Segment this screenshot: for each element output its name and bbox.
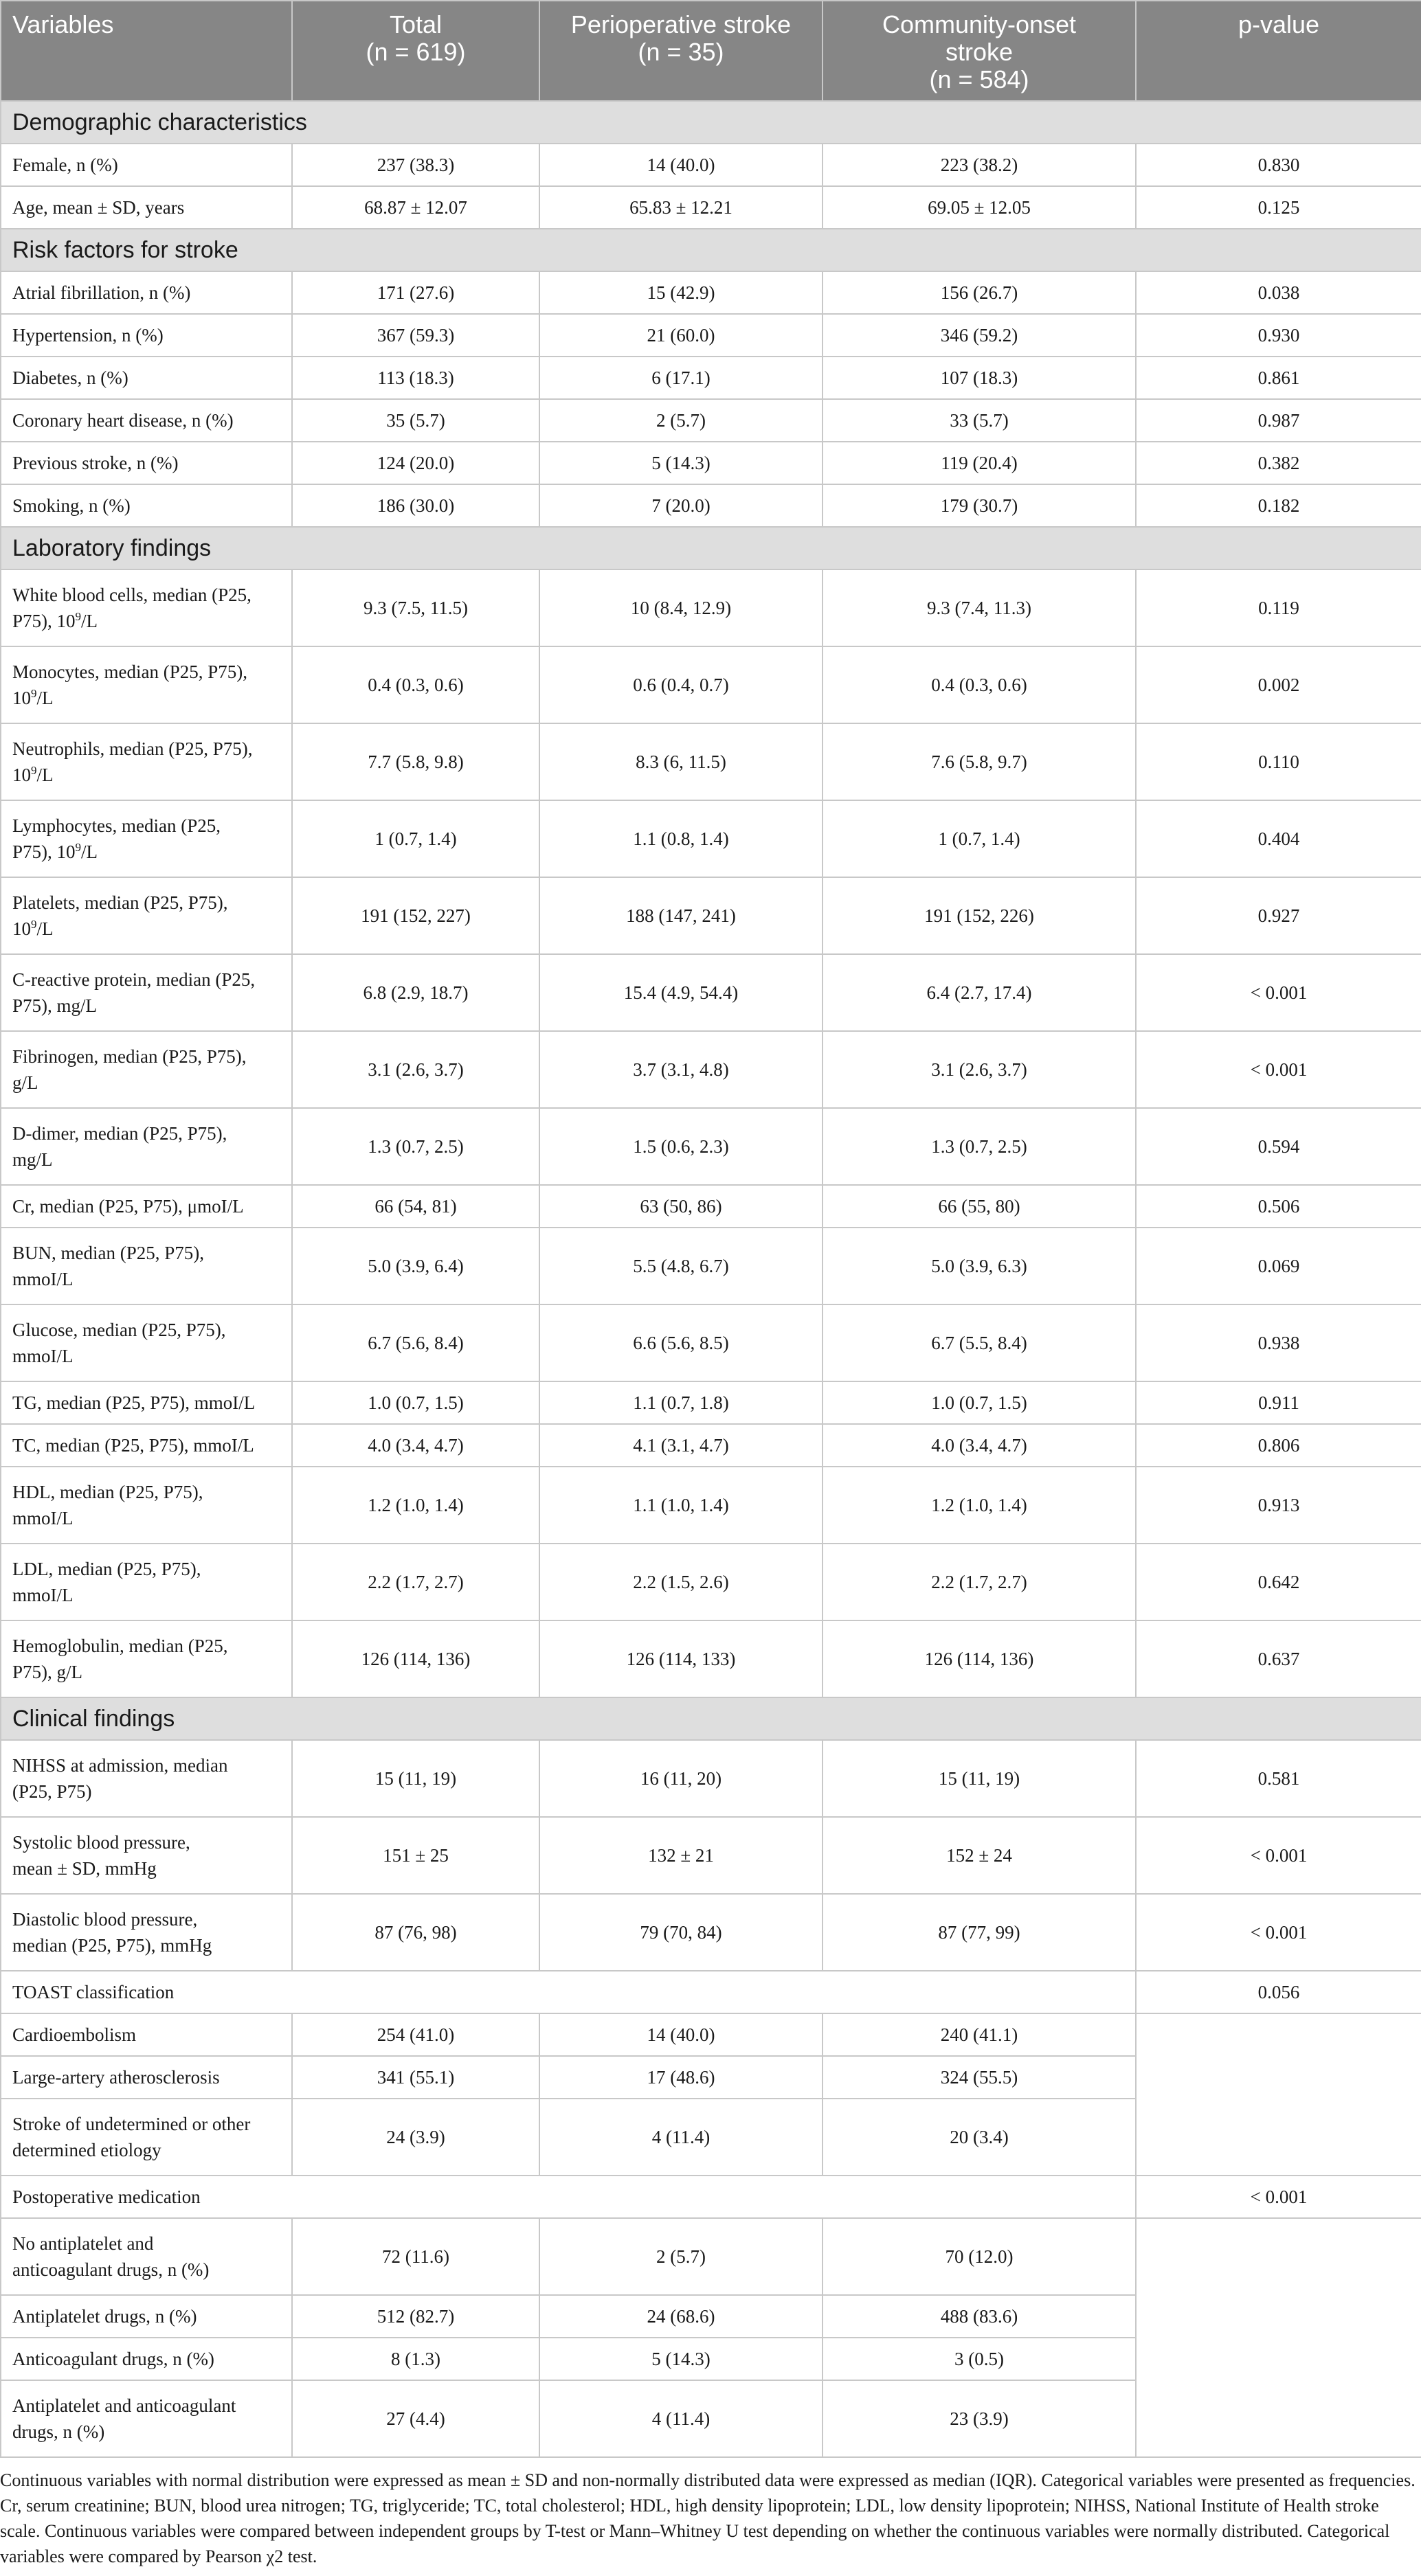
row-label: TOAST classification bbox=[1, 1971, 1136, 2013]
pvalue-cell: < 0.001 bbox=[1136, 1817, 1421, 1894]
total-cell: 7.7 (5.8, 9.8) bbox=[292, 723, 539, 800]
periop-cell: 15 (42.9) bbox=[539, 271, 823, 314]
total-cell: 126 (114, 136) bbox=[292, 1620, 539, 1697]
periop-cell: 2.2 (1.5, 2.6) bbox=[539, 1544, 823, 1620]
pvalue-cell: 0.581 bbox=[1136, 1740, 1421, 1817]
section-row bbox=[1, 229, 1421, 271]
periop-cell: 65.83 ± 12.21 bbox=[539, 186, 823, 229]
periop-cell: 5 (14.3) bbox=[539, 2338, 823, 2380]
total-cell: 27 (4.4) bbox=[292, 2380, 539, 2457]
community-cell: 87 (77, 99) bbox=[823, 1894, 1136, 1971]
total-cell: 8 (1.3) bbox=[292, 2338, 539, 2380]
community-cell: 15 (11, 19) bbox=[823, 1740, 1136, 1817]
community-cell: 191 (152, 226) bbox=[823, 877, 1136, 954]
table-row bbox=[1, 271, 1421, 314]
community-cell: 1.0 (0.7, 1.5) bbox=[823, 1381, 1136, 1424]
community-cell: 346 (59.2) bbox=[823, 314, 1136, 357]
community-cell: 1.2 (1.0, 1.4) bbox=[823, 1467, 1136, 1544]
periop-cell: 0.6 (0.4, 0.7) bbox=[539, 646, 823, 723]
table-row bbox=[1, 2013, 1421, 2056]
periop-cell: 3.7 (3.1, 4.8) bbox=[539, 1031, 823, 1108]
pvalue-cell-empty bbox=[1136, 2013, 1421, 2176]
periop-cell: 6.6 (5.6, 8.5) bbox=[539, 1304, 823, 1381]
header-community-onset: Community-onset stroke (n = 584) bbox=[823, 1, 1136, 101]
total-cell: 6.8 (2.9, 18.7) bbox=[292, 954, 539, 1031]
row-label: Antiplatelet and anticoagulant drugs, n (%) bbox=[1, 2380, 292, 2457]
table-footnote: Continuous variables with normal distribution were expressed as mean ± SD and non-normally distributed data were expressed as median (IQR). Categorical variables were presented as frequencies. Cr, serum creatinine; BUN, blood urea nitrogen; TG, triglyceride; TC, total cholesterol; HDL, high density lipoprotein; LDL, low density lipoprotein; NIHSS, National Institute of Health stroke scale. Continuous variables were compared between independent groups by T-test or Mann–Whitney U test depending on whether the continuous variables were normally distributed. Categorical variables were compared by Pearson χ2 test. bbox=[0, 2470, 1416, 2566]
total-cell: 113 (18.3) bbox=[292, 357, 539, 399]
total-cell: 237 (38.3) bbox=[292, 144, 539, 186]
table-row bbox=[1, 646, 1421, 723]
header-pvalue: p-value bbox=[1136, 1, 1421, 101]
periop-cell: 2 (5.7) bbox=[539, 399, 823, 442]
pvalue-cell: 0.806 bbox=[1136, 1424, 1421, 1467]
pvalue-cell: 0.182 bbox=[1136, 484, 1421, 527]
row-label: Atrial fibrillation, n (%) bbox=[1, 271, 292, 314]
total-cell: 151 ± 25 bbox=[292, 1817, 539, 1894]
row-label: Anticoagulant drugs, n (%) bbox=[1, 2338, 292, 2380]
total-cell: 191 (152, 227) bbox=[292, 877, 539, 954]
table-row bbox=[1, 2218, 1421, 2295]
row-label: Previous stroke, n (%) bbox=[1, 442, 292, 484]
periop-cell: 126 (114, 133) bbox=[539, 1620, 823, 1697]
table-row bbox=[1, 1817, 1421, 1894]
table-row bbox=[1, 1108, 1421, 1185]
table-row bbox=[1, 484, 1421, 527]
section-row bbox=[1, 527, 1421, 569]
header-perioperative: Perioperative stroke (n = 35) bbox=[539, 1, 823, 101]
row-label: Large-artery atherosclerosis bbox=[1, 2056, 292, 2099]
community-cell: 126 (114, 136) bbox=[823, 1620, 1136, 1697]
header-total: Total (n = 619) bbox=[292, 1, 539, 101]
total-cell: 186 (30.0) bbox=[292, 484, 539, 527]
community-cell: 66 (55, 80) bbox=[823, 1185, 1136, 1228]
community-cell: 33 (5.7) bbox=[823, 399, 1136, 442]
periop-cell: 2 (5.7) bbox=[539, 2218, 823, 2295]
community-cell: 6.4 (2.7, 17.4) bbox=[823, 954, 1136, 1031]
pvalue-cell: 0.594 bbox=[1136, 1108, 1421, 1185]
periop-cell: 21 (60.0) bbox=[539, 314, 823, 357]
table-row bbox=[1, 1304, 1421, 1381]
total-cell: 72 (11.6) bbox=[292, 2218, 539, 2295]
row-label: Coronary heart disease, n (%) bbox=[1, 399, 292, 442]
row-label: Diabetes, n (%) bbox=[1, 357, 292, 399]
periop-cell: 8.3 (6, 11.5) bbox=[539, 723, 823, 800]
table-row bbox=[1, 569, 1421, 646]
pvalue-cell: 0.637 bbox=[1136, 1620, 1421, 1697]
pvalue-cell: 0.056 bbox=[1136, 1971, 1421, 2013]
row-label: Neutrophils, median (P25, P75), $10^9/L$ bbox=[1, 723, 292, 800]
periop-cell: 5 (14.3) bbox=[539, 442, 823, 484]
total-cell: 6.7 (5.6, 8.4) bbox=[292, 1304, 539, 1381]
pvalue-cell: 0.861 bbox=[1136, 357, 1421, 399]
row-label: Postoperative medication bbox=[1, 2176, 1136, 2218]
pvalue-cell: 0.404 bbox=[1136, 800, 1421, 877]
periop-cell: 14 (40.0) bbox=[539, 2013, 823, 2056]
table-row bbox=[1, 723, 1421, 800]
section-row bbox=[1, 1697, 1421, 1740]
community-cell: 70 (12.0) bbox=[823, 2218, 1136, 2295]
pvalue-cell: 0.938 bbox=[1136, 1304, 1421, 1381]
pvalue-cell: 0.987 bbox=[1136, 399, 1421, 442]
periop-cell: 7 (20.0) bbox=[539, 484, 823, 527]
total-cell: 9.3 (7.5, 11.5) bbox=[292, 569, 539, 646]
row-label: Glucose, median (P25, P75), mmoI/L bbox=[1, 1304, 292, 1381]
periop-cell: 63 (50, 86) bbox=[539, 1185, 823, 1228]
community-cell: 9.3 (7.4, 11.3) bbox=[823, 569, 1136, 646]
row-label: No antiplatelet and anticoagulant drugs, n (%) bbox=[1, 2218, 292, 2295]
row-label: Monocytes, median (P25, P75), $10^9/L$ bbox=[1, 646, 292, 723]
pvalue-cell: < 0.001 bbox=[1136, 954, 1421, 1031]
community-cell: 223 (38.2) bbox=[823, 144, 1136, 186]
community-cell: 1.3 (0.7, 2.5) bbox=[823, 1108, 1136, 1185]
row-label: Systolic blood pressure, mean ± SD, mmHg bbox=[1, 1817, 292, 1894]
pvalue-cell: 0.069 bbox=[1136, 1228, 1421, 1304]
table-row bbox=[1, 399, 1421, 442]
pvalue-cell: 0.038 bbox=[1136, 271, 1421, 314]
row-label: Female, n (%) bbox=[1, 144, 292, 186]
community-cell: 6.7 (5.5, 8.4) bbox=[823, 1304, 1136, 1381]
community-cell: 156 (26.7) bbox=[823, 271, 1136, 314]
total-cell: 2.2 (1.7, 2.7) bbox=[292, 1544, 539, 1620]
row-label: Hemoglobulin, median (P25, P75), g/L bbox=[1, 1620, 292, 1697]
periop-cell: 1.1 (0.7, 1.8) bbox=[539, 1381, 823, 1424]
table-row bbox=[1, 314, 1421, 357]
periop-cell: 10 (8.4, 12.9) bbox=[539, 569, 823, 646]
periop-cell: 1.1 (1.0, 1.4) bbox=[539, 1467, 823, 1544]
section-laboratory: Laboratory findings bbox=[1, 527, 1421, 569]
pvalue-cell: 0.930 bbox=[1136, 314, 1421, 357]
periop-cell: 4 (11.4) bbox=[539, 2099, 823, 2176]
total-cell: 3.1 (2.6, 3.7) bbox=[292, 1031, 539, 1108]
table-row bbox=[1, 1544, 1421, 1620]
row-label: Stroke of undetermined or other determined etiology bbox=[1, 2099, 292, 2176]
row-label: D-dimer, median (P25, P75), mg/L bbox=[1, 1108, 292, 1185]
pvalue-cell: 0.125 bbox=[1136, 186, 1421, 229]
total-cell: 15 (11, 19) bbox=[292, 1740, 539, 1817]
total-cell: 35 (5.7) bbox=[292, 399, 539, 442]
row-label: Cr, median (P25, P75), μmoI/L bbox=[1, 1185, 292, 1228]
community-cell: 23 (3.9) bbox=[823, 2380, 1136, 2457]
table-row bbox=[1, 1031, 1421, 1108]
pvalue-cell: 0.002 bbox=[1136, 646, 1421, 723]
header-variables: Variables bbox=[1, 1, 292, 101]
total-cell: 1.3 (0.7, 2.5) bbox=[292, 1108, 539, 1185]
table-row bbox=[1, 442, 1421, 484]
row-label: TG, median (P25, P75), mmoI/L bbox=[1, 1381, 292, 1424]
total-cell: 171 (27.6) bbox=[292, 271, 539, 314]
row-label: BUN, median (P25, P75), mmoI/L bbox=[1, 1228, 292, 1304]
row-label: Hypertension, n (%) bbox=[1, 314, 292, 357]
table-row bbox=[1, 1620, 1421, 1697]
row-label: Lymphocytes, median (P25, P75), $10^9/L$ bbox=[1, 800, 292, 877]
total-cell: 1.2 (1.0, 1.4) bbox=[292, 1467, 539, 1544]
total-cell: 254 (41.0) bbox=[292, 2013, 539, 2056]
community-cell: 240 (41.1) bbox=[823, 2013, 1136, 2056]
periop-cell: 16 (11, 20) bbox=[539, 1740, 823, 1817]
table-row bbox=[1, 1185, 1421, 1228]
table-row bbox=[1, 186, 1421, 229]
pvalue-cell: 0.913 bbox=[1136, 1467, 1421, 1544]
periop-cell: 14 (40.0) bbox=[539, 144, 823, 186]
community-cell: 7.6 (5.8, 9.7) bbox=[823, 723, 1136, 800]
community-cell: 1 (0.7, 1.4) bbox=[823, 800, 1136, 877]
table-row bbox=[1, 1894, 1421, 1971]
pvalue-cell-empty bbox=[1136, 2218, 1421, 2457]
pvalue-cell: 0.830 bbox=[1136, 144, 1421, 186]
table-row bbox=[1, 1381, 1421, 1424]
community-cell: 119 (20.4) bbox=[823, 442, 1136, 484]
community-cell: 3.1 (2.6, 3.7) bbox=[823, 1031, 1136, 1108]
total-cell: 124 (20.0) bbox=[292, 442, 539, 484]
total-cell: 66 (54, 81) bbox=[292, 1185, 539, 1228]
periop-cell: 188 (147, 241) bbox=[539, 877, 823, 954]
total-cell: 1 (0.7, 1.4) bbox=[292, 800, 539, 877]
pvalue-cell: 0.642 bbox=[1136, 1544, 1421, 1620]
community-cell: 20 (3.4) bbox=[823, 2099, 1136, 2176]
section-demographic: Demographic characteristics bbox=[1, 101, 1421, 144]
periop-cell: 6 (17.1) bbox=[539, 357, 823, 399]
pvalue-cell: < 0.001 bbox=[1136, 1031, 1421, 1108]
community-cell: 5.0 (3.9, 6.3) bbox=[823, 1228, 1136, 1304]
row-label: Smoking, n (%) bbox=[1, 484, 292, 527]
total-cell: 87 (76, 98) bbox=[292, 1894, 539, 1971]
pvalue-cell: 0.927 bbox=[1136, 877, 1421, 954]
community-cell: 324 (55.5) bbox=[823, 2056, 1136, 2099]
section-clinical: Clinical findings bbox=[1, 1697, 1421, 1740]
pvalue-cell: 0.119 bbox=[1136, 569, 1421, 646]
periop-cell: 17 (48.6) bbox=[539, 2056, 823, 2099]
row-label: Diastolic blood pressure, median (P25, P75), mmHg bbox=[1, 1894, 292, 1971]
table-row bbox=[1, 1228, 1421, 1304]
row-label: White blood cells, median (P25, P75), $10^9/L$ bbox=[1, 569, 292, 646]
table-row bbox=[1, 877, 1421, 954]
table-row bbox=[1, 1971, 1421, 2013]
row-label: HDL, median (P25, P75), mmoI/L bbox=[1, 1467, 292, 1544]
community-cell: 69.05 ± 12.05 bbox=[823, 186, 1136, 229]
periop-cell: 4.1 (3.1, 4.7) bbox=[539, 1424, 823, 1467]
section-row bbox=[1, 101, 1421, 144]
pvalue-cell: < 0.001 bbox=[1136, 1894, 1421, 1971]
section-risk-factors: Risk factors for stroke bbox=[1, 229, 1421, 271]
row-label: LDL, median (P25, P75), mmoI/L bbox=[1, 1544, 292, 1620]
table-row bbox=[1, 954, 1421, 1031]
community-cell: 488 (83.6) bbox=[823, 2295, 1136, 2338]
total-cell: 341 (55.1) bbox=[292, 2056, 539, 2099]
row-label: Cardioembolism bbox=[1, 2013, 292, 2056]
row-label: Antiplatelet drugs, n (%) bbox=[1, 2295, 292, 2338]
pvalue-cell: < 0.001 bbox=[1136, 2176, 1421, 2218]
total-cell: 68.87 ± 12.07 bbox=[292, 186, 539, 229]
table-row bbox=[1, 357, 1421, 399]
periop-cell: 132 ± 21 bbox=[539, 1817, 823, 1894]
row-label: Platelets, median (P25, P75), $10^9/L$ bbox=[1, 877, 292, 954]
row-label: NIHSS at admission, median (P25, P75) bbox=[1, 1740, 292, 1817]
total-cell: 0.4 (0.3, 0.6) bbox=[292, 646, 539, 723]
community-cell: 179 (30.7) bbox=[823, 484, 1136, 527]
periop-cell: 24 (68.6) bbox=[539, 2295, 823, 2338]
table-row bbox=[1, 1740, 1421, 1817]
periop-cell: 1.5 (0.6, 2.3) bbox=[539, 1108, 823, 1185]
total-cell: 4.0 (3.4, 4.7) bbox=[292, 1424, 539, 1467]
table-row bbox=[1, 144, 1421, 186]
pvalue-cell: 0.506 bbox=[1136, 1185, 1421, 1228]
community-cell: 3 (0.5) bbox=[823, 2338, 1136, 2380]
community-cell: 0.4 (0.3, 0.6) bbox=[823, 646, 1136, 723]
periop-cell: 4 (11.4) bbox=[539, 2380, 823, 2457]
row-label: C-reactive protein, median (P25, P75), mg/L bbox=[1, 954, 292, 1031]
table-row bbox=[1, 1467, 1421, 1544]
periop-cell: 79 (70, 84) bbox=[539, 1894, 823, 1971]
community-cell: 152 ± 24 bbox=[823, 1817, 1136, 1894]
periop-cell: 1.1 (0.8, 1.4) bbox=[539, 800, 823, 877]
community-cell: 4.0 (3.4, 4.7) bbox=[823, 1424, 1136, 1467]
pvalue-cell: 0.110 bbox=[1136, 723, 1421, 800]
row-label: Fibrinogen, median (P25, P75), g/L bbox=[1, 1031, 292, 1108]
pvalue-cell: 0.911 bbox=[1136, 1381, 1421, 1424]
row-label: Age, mean ± SD, years bbox=[1, 186, 292, 229]
community-cell: 2.2 (1.7, 2.7) bbox=[823, 1544, 1136, 1620]
header-row bbox=[1, 1, 1421, 101]
row-label: TC, median (P25, P75), mmoI/L bbox=[1, 1424, 292, 1467]
periop-cell: 15.4 (4.9, 54.4) bbox=[539, 954, 823, 1031]
pvalue-cell: 0.382 bbox=[1136, 442, 1421, 484]
community-cell: 107 (18.3) bbox=[823, 357, 1136, 399]
total-cell: 1.0 (0.7, 1.5) bbox=[292, 1381, 539, 1424]
total-cell: 367 (59.3) bbox=[292, 314, 539, 357]
table-row bbox=[1, 1424, 1421, 1467]
total-cell: 5.0 (3.9, 6.4) bbox=[292, 1228, 539, 1304]
table-row bbox=[1, 800, 1421, 877]
total-cell: 512 (82.7) bbox=[292, 2295, 539, 2338]
total-cell: 24 (3.9) bbox=[292, 2099, 539, 2176]
periop-cell: 5.5 (4.8, 6.7) bbox=[539, 1228, 823, 1304]
table-row bbox=[1, 2176, 1421, 2218]
